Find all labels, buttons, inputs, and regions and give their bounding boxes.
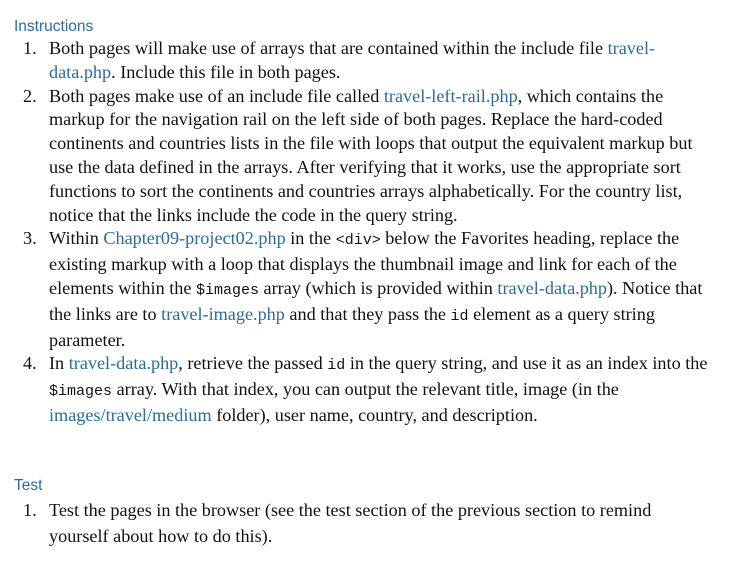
step-text: in the — [285, 228, 336, 249]
step-number: 2. — [23, 85, 37, 106]
code-images-array: $images — [49, 383, 113, 401]
code-images-array: $images — [195, 281, 259, 299]
step-number: 4. — [23, 353, 37, 374]
step-number: 1. — [23, 500, 37, 520]
folder-images-travel-medium: images/travel/medium — [49, 404, 212, 425]
step-text: element as a query string parameter. — [49, 303, 655, 350]
step-text: Both pages will make use of arrays that are contained within the include file — [49, 38, 608, 58]
filename-chapter09-project02: Chapter09-project02.php — [103, 228, 286, 249]
test-step-1 — [0, 497, 709, 549]
step-text: array. With that index, you can output the relevant title, image (in the — [112, 379, 619, 400]
step-text: , which contains the markup for the navigation rail on the left side of both pages. Replace the hard-coded continents and countries lists in the file with loops that output the equivalent markup but use the data defined in the arrays. After verifying that it works, use the appropriate sort functions to sort the continents and countries arrays alphabetically. For the country list, notice that the links include the code in the query string. — [49, 85, 693, 225]
instruction-step-2 — [0, 85, 709, 228]
step-text: below the Favorites heading, replace the existing markup with a loop that displays the thumbnail image and link for each of the elements within the — [49, 228, 680, 298]
code-div-tag: <div> — [335, 232, 381, 250]
code-id: id — [450, 307, 469, 325]
step-text: and that they pass the — [284, 303, 451, 324]
filename-travel-data: travel-data.php — [68, 353, 179, 374]
step-number: 1. — [23, 38, 37, 58]
filename-travel-left-rail: travel-left-rail.php — [383, 85, 518, 106]
instruction-step-3 — [0, 227, 709, 352]
filename-travel-image: travel-image.php — [161, 303, 285, 324]
instruction-step-1 — [0, 37, 709, 85]
filename-travel-data: travel-data.php — [49, 38, 656, 82]
step-text: , retrieve the passed — [178, 353, 328, 374]
step-text: in the query string, and use it as an index into the — [345, 353, 708, 374]
step-text: folder), user name, country, and description. — [211, 404, 538, 425]
step-text: Test the pages in the browser (see the test section of the previous section to remind yourself about how to do this). — [49, 500, 652, 546]
code-id: id — [327, 357, 346, 375]
instruction-step-4 — [0, 352, 709, 427]
step-text: In — [49, 353, 69, 374]
instructions-list — [0, 37, 709, 428]
step-text: Both pages make use of an include file called — [49, 85, 384, 106]
step-text: ). Notice that the links are to — [49, 277, 703, 324]
test-heading: Test — [14, 477, 43, 494]
step-number: 3. — [23, 228, 37, 249]
filename-travel-data: travel-data.php — [497, 277, 607, 298]
step-text: Within — [49, 228, 104, 249]
instructions-heading: Instructions — [14, 18, 94, 35]
step-text: array (which is provided within — [259, 277, 498, 298]
step-text: . Include this file in both pages. — [111, 61, 341, 82]
test-list — [0, 497, 709, 549]
